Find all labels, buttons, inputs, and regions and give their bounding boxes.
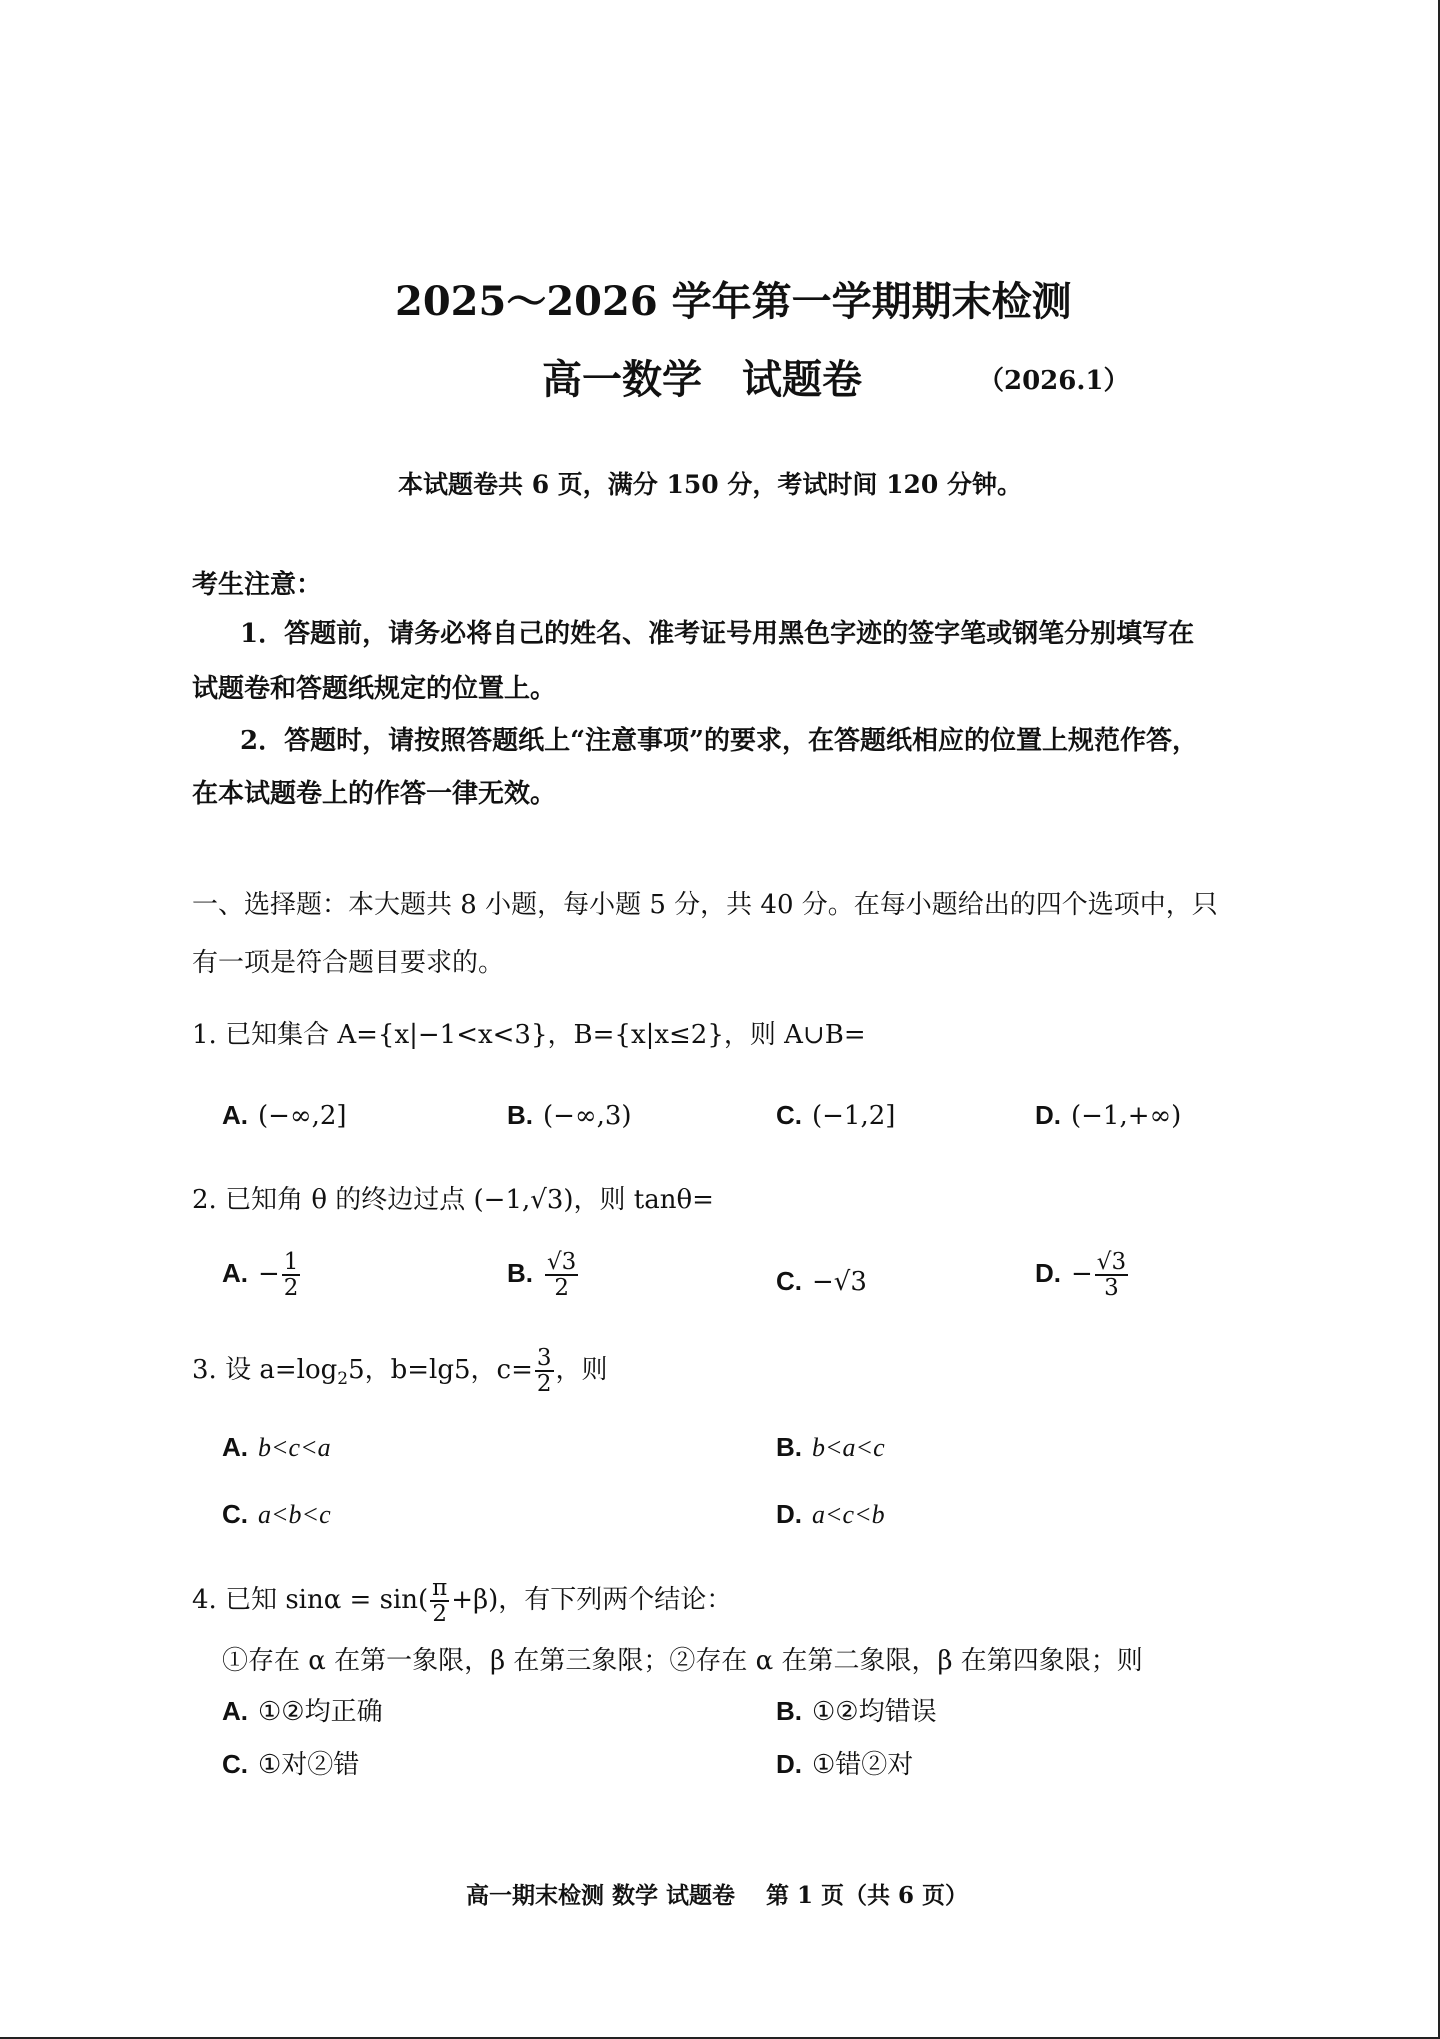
q2-option-c <box>776 1268 867 1295</box>
option-text: ①②均错误 <box>812 1697 937 1727</box>
fraction <box>1095 1250 1128 1300</box>
option-label: B. <box>507 1258 533 1289</box>
option-label: B. <box>507 1100 533 1130</box>
option-label: A. <box>222 1258 248 1289</box>
question-4-statements: ①存在 α 在第一象限，β 在第三象限；②存在 α 在第二象限，β 在第四象限；则 <box>222 1646 1143 1676</box>
minus-sign: − <box>258 1259 280 1290</box>
notice-item-1: 1．答题前，请务必将自己的姓名、准考证号用黑色字迹的签字笔或钢笔分别填写在 <box>240 619 1195 649</box>
fraction <box>535 1346 554 1396</box>
fraction <box>545 1250 578 1300</box>
option-label: C. <box>222 1499 248 1529</box>
q2-option-d <box>1035 1250 1130 1300</box>
option-label: D. <box>776 1499 802 1529</box>
notice-item-1-cont: 试题卷和答题纸规定的位置上。 <box>192 674 557 704</box>
question-1-stem: 1. 已知集合 A={x|−1<x<3}，B={x|x≤2}，则 A∪B= <box>192 1020 866 1050</box>
exam-info: 本试题卷共 6 页，满分 150 分，考试时间 120 分钟。 <box>398 470 1022 499</box>
numerator: π <box>432 1574 448 1601</box>
option-label: D. <box>1035 1258 1061 1289</box>
option-text: ①对②错 <box>258 1750 360 1780</box>
stem-part: ，则 <box>555 1355 608 1385</box>
q1-option-b <box>507 1102 632 1129</box>
numerator: √3 <box>547 1249 577 1275</box>
notice-item-2-cont: 在本试题卷上的作答一律无效。 <box>192 779 557 809</box>
denominator: 2 <box>536 1371 552 1397</box>
page-footer: 高一期末检测 数学 试题卷 第 1 页（共 6 页） <box>466 1882 969 1909</box>
stem-part: 4. 已知 sinα = sin( <box>192 1585 429 1615</box>
option-label: A. <box>222 1432 248 1462</box>
section-heading-cont: 有一项是符合题目要求的。 <box>192 948 505 978</box>
numerator: 1 <box>283 1249 299 1275</box>
option-label: B. <box>776 1696 802 1726</box>
denominator: 2 <box>432 1601 448 1627</box>
exam-subtitle: 高一数学 试题卷 <box>542 356 862 403</box>
option-label: D. <box>1035 1100 1061 1130</box>
option-label: C. <box>222 1749 248 1779</box>
option-text: a<c<b <box>812 1500 885 1529</box>
minus-sign: − <box>1071 1259 1093 1290</box>
numerator: 3 <box>536 1344 552 1371</box>
q3-option-a <box>222 1434 331 1461</box>
exam-date: （2026.1） <box>978 366 1130 396</box>
option-text: b<c<a <box>258 1433 331 1462</box>
q4-option-d <box>776 1751 913 1778</box>
denominator: 3 <box>1104 1275 1119 1302</box>
option-label: C. <box>776 1100 802 1130</box>
q4-option-c <box>222 1751 359 1778</box>
q1-option-c <box>776 1102 895 1129</box>
q1-option-d <box>1035 1102 1181 1129</box>
option-text: ①错②对 <box>812 1750 914 1780</box>
stem-part: 3. 设 a=log <box>192 1355 338 1385</box>
option-label: A. <box>222 1100 248 1130</box>
section-heading: 一、选择题：本大题共 8 小题，每小题 5 分，共 40 分。在每小题给出的四个选项中，只 <box>192 890 1218 920</box>
option-label: A. <box>222 1696 248 1726</box>
notice-heading: 考生注意： <box>192 570 323 600</box>
numerator: √3 <box>1096 1249 1127 1275</box>
question-2-stem: 2. 已知角 θ 的终边过点 (−1,√3)，则 tanθ= <box>192 1185 714 1215</box>
q4-option-b <box>776 1698 937 1725</box>
exam-title: 2025～2026 学年第一学期期末检测 <box>395 278 1072 325</box>
option-text: a<b<c <box>258 1500 331 1529</box>
q4-option-a <box>222 1698 383 1725</box>
option-text: ①②均正确 <box>258 1697 383 1727</box>
option-text: b<a<c <box>812 1433 885 1462</box>
question-3-stem <box>192 1342 608 1407</box>
option-label: C. <box>776 1266 802 1296</box>
option-text: (−1,+∞) <box>1071 1101 1182 1131</box>
option-text: (−1,2] <box>812 1101 896 1131</box>
stem-part: +β)，有下列两个结论： <box>451 1585 733 1615</box>
question-4-stem <box>192 1572 732 1628</box>
stem-part: 5，b=lg5，c= <box>348 1355 533 1385</box>
denominator: 2 <box>554 1275 569 1302</box>
q2-option-b <box>507 1250 580 1300</box>
denominator: 2 <box>283 1275 299 1302</box>
notice-item-2: 2．答题时，请按照答题纸上“注意事项”的要求，在答题纸相应的位置上规范作答， <box>240 726 1199 756</box>
fraction <box>282 1250 301 1300</box>
q3-option-d <box>776 1501 885 1528</box>
option-text: −√3 <box>812 1267 867 1297</box>
fraction <box>430 1576 449 1626</box>
q3-option-c <box>222 1501 331 1528</box>
option-label: B. <box>776 1432 802 1462</box>
option-label: D. <box>776 1749 802 1779</box>
option-text: (−∞,2] <box>258 1101 347 1131</box>
q3-option-b <box>776 1434 885 1461</box>
option-text: (−∞,3) <box>543 1101 632 1131</box>
q1-option-a <box>222 1102 347 1129</box>
q2-option-a <box>222 1250 302 1300</box>
log-base: 2 <box>337 1369 349 1390</box>
